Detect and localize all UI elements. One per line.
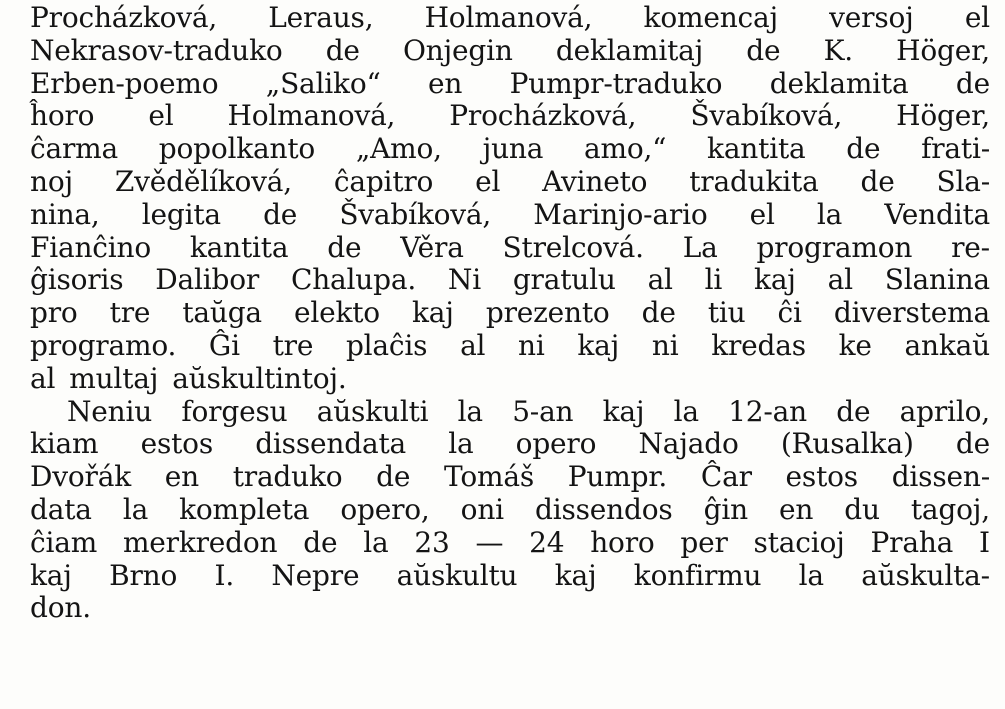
text-line bbox=[30, 494, 990, 527]
word: de bbox=[325, 33, 360, 67]
text-line bbox=[30, 232, 990, 265]
text-line bbox=[30, 100, 990, 133]
word: taŭga bbox=[182, 296, 262, 330]
word: kaj bbox=[754, 263, 796, 297]
word: el bbox=[749, 197, 775, 231]
word: 23 bbox=[414, 525, 450, 559]
word: I bbox=[979, 525, 990, 559]
word: 12-an bbox=[728, 394, 808, 428]
word: merkredon bbox=[122, 525, 278, 559]
word: aŭskulta- bbox=[861, 558, 990, 592]
word: Chalupa. bbox=[290, 263, 417, 297]
word: Najado bbox=[638, 427, 739, 461]
word: al bbox=[827, 263, 853, 297]
word: el bbox=[148, 99, 174, 133]
article-text bbox=[30, 2, 990, 625]
word: Dalibor bbox=[155, 263, 260, 297]
word: kantita bbox=[189, 230, 289, 264]
word: plaĉis bbox=[345, 328, 428, 362]
word: (Rusalka) bbox=[780, 427, 914, 461]
word: per bbox=[680, 525, 728, 559]
word: Tomáš bbox=[444, 460, 535, 494]
text-line bbox=[30, 297, 990, 330]
word: Nepre bbox=[271, 558, 360, 592]
word: ĉapitro bbox=[333, 164, 434, 198]
text-line bbox=[30, 461, 990, 494]
word: diverstema bbox=[833, 296, 990, 330]
text-line bbox=[30, 199, 990, 232]
word: en bbox=[778, 492, 814, 526]
word: opero, bbox=[340, 492, 430, 526]
word: Dvořák bbox=[30, 460, 131, 494]
word: de bbox=[327, 230, 362, 264]
word: Marinjo-ario bbox=[533, 197, 708, 231]
word: de bbox=[641, 296, 676, 330]
word: la bbox=[363, 525, 389, 559]
word: al bbox=[30, 361, 56, 395]
word: stacioj bbox=[753, 525, 845, 559]
word: horo bbox=[590, 525, 655, 559]
word: dissen- bbox=[891, 460, 990, 494]
word: 24 bbox=[529, 525, 565, 559]
word: Sla- bbox=[936, 164, 990, 198]
word: opero bbox=[515, 427, 597, 461]
word: Procházková, bbox=[30, 1, 218, 34]
word: la bbox=[816, 197, 843, 231]
word: Strelcová. bbox=[502, 230, 644, 264]
word: kaj bbox=[602, 394, 645, 428]
word: pro bbox=[30, 296, 78, 330]
word: ni bbox=[518, 328, 545, 362]
word: komencaj bbox=[643, 1, 778, 34]
word: deklamita bbox=[769, 66, 909, 100]
word: „Amo, bbox=[355, 132, 442, 166]
word: Procházková, bbox=[449, 99, 637, 133]
text-line bbox=[30, 133, 990, 166]
word: de bbox=[955, 66, 990, 100]
word: en bbox=[428, 66, 463, 100]
word: traduko bbox=[232, 460, 343, 494]
word: Onjegin bbox=[402, 33, 513, 67]
word: de bbox=[303, 525, 338, 559]
word: du bbox=[844, 492, 880, 526]
word: kaj bbox=[412, 296, 454, 330]
word: Vendita bbox=[884, 197, 990, 231]
word: Erben-poemo bbox=[30, 66, 219, 100]
word: kantita bbox=[707, 132, 806, 166]
word: ĥoro bbox=[30, 99, 95, 133]
word: Ni bbox=[447, 263, 481, 297]
text-line bbox=[30, 592, 990, 625]
word: kaj bbox=[554, 558, 597, 592]
word: tre bbox=[272, 328, 314, 362]
word: tradukita bbox=[689, 164, 819, 198]
word: popolkanto bbox=[158, 132, 316, 166]
word: programo. bbox=[30, 328, 177, 362]
word: Höger, bbox=[896, 33, 990, 67]
word: Švabíková, bbox=[339, 197, 492, 231]
word: nina, bbox=[30, 197, 100, 231]
word: ĉiam bbox=[30, 525, 98, 559]
word: ni bbox=[651, 328, 679, 362]
word: frati- bbox=[921, 132, 990, 166]
word: Věra bbox=[400, 230, 464, 264]
word: — bbox=[475, 525, 504, 559]
word: Holmanová, bbox=[227, 99, 396, 133]
word: K. bbox=[823, 33, 853, 67]
word: Zvědělíková, bbox=[114, 164, 292, 198]
word: aŭskultu bbox=[396, 558, 518, 592]
word: Brno bbox=[109, 558, 178, 592]
word: noj bbox=[30, 164, 73, 198]
word: ĝin bbox=[703, 492, 748, 526]
word: ankaŭ bbox=[904, 328, 990, 362]
word: el bbox=[475, 164, 501, 198]
word: Nekrasov-traduko bbox=[30, 33, 283, 67]
word: Avineto bbox=[542, 164, 648, 198]
word: Švabíková, bbox=[690, 99, 843, 133]
word: oni bbox=[460, 492, 504, 526]
word: de bbox=[846, 132, 881, 166]
word: de bbox=[376, 460, 411, 494]
word: Pumpr-traduko bbox=[509, 66, 723, 100]
word: aprilo, bbox=[899, 394, 990, 428]
word: aŭskultintoj. bbox=[172, 361, 347, 395]
word: li bbox=[704, 263, 723, 297]
word: Pumpr. bbox=[567, 460, 668, 494]
word: de bbox=[746, 33, 781, 67]
word: al bbox=[460, 328, 486, 362]
word: kaj bbox=[30, 558, 72, 592]
text-line bbox=[30, 264, 990, 297]
text-line bbox=[30, 166, 990, 199]
word: elekto bbox=[293, 296, 380, 330]
word: el bbox=[964, 1, 990, 34]
word: de bbox=[955, 427, 990, 461]
text-line bbox=[30, 363, 990, 396]
word: forgesu bbox=[181, 394, 288, 428]
text-line bbox=[30, 527, 990, 560]
word: en bbox=[164, 460, 199, 494]
word: ĉarma bbox=[30, 132, 119, 166]
word: prezento bbox=[485, 296, 610, 330]
word: don. bbox=[30, 591, 91, 625]
text-line bbox=[30, 428, 990, 461]
word: deklamitaj bbox=[555, 33, 704, 67]
word: La bbox=[682, 230, 718, 264]
word: aŭskulti bbox=[316, 394, 429, 428]
word: Slanina bbox=[884, 263, 990, 297]
word: de bbox=[263, 197, 298, 231]
word: Fianĉino bbox=[30, 230, 152, 264]
word: 5-an bbox=[512, 394, 574, 428]
word: kredas bbox=[711, 328, 806, 362]
word: Höger, bbox=[896, 99, 990, 133]
text-line bbox=[30, 560, 990, 593]
word: estos bbox=[785, 460, 858, 494]
word: al bbox=[647, 263, 673, 297]
word: ĝisoris bbox=[30, 263, 124, 297]
word: la bbox=[448, 427, 474, 461]
word: legita bbox=[141, 197, 221, 231]
word: gratulu bbox=[512, 263, 616, 297]
text-line bbox=[30, 35, 990, 68]
word: Ĉar bbox=[700, 460, 752, 494]
word: konfirmu bbox=[633, 558, 762, 592]
word: programon bbox=[756, 230, 913, 264]
word: Leraus, bbox=[268, 1, 374, 34]
word: estos bbox=[140, 427, 213, 461]
word: tre bbox=[109, 296, 151, 330]
word: kaj bbox=[577, 328, 620, 362]
word: Neniu bbox=[67, 394, 153, 428]
word: de bbox=[836, 394, 871, 428]
word: la bbox=[798, 558, 824, 592]
word: la bbox=[122, 492, 149, 526]
text-line bbox=[30, 68, 990, 101]
word: amo,“ bbox=[583, 132, 667, 166]
word: re- bbox=[951, 230, 990, 264]
word: juna bbox=[482, 132, 544, 166]
word: multaj bbox=[69, 361, 159, 395]
word: dissendata bbox=[255, 427, 406, 461]
word: I. bbox=[214, 558, 235, 592]
word: data bbox=[30, 492, 92, 526]
text-line bbox=[30, 330, 990, 363]
word: tagoj, bbox=[910, 492, 990, 526]
word: la bbox=[673, 394, 699, 428]
word: Praha bbox=[870, 525, 954, 559]
word: ĉi bbox=[777, 296, 802, 330]
word: kiam bbox=[30, 427, 99, 461]
text-line bbox=[30, 396, 990, 429]
word: ke bbox=[838, 328, 872, 362]
word: Ĝi bbox=[208, 328, 240, 362]
text-line bbox=[30, 2, 990, 35]
word: la bbox=[457, 394, 483, 428]
word: versoj bbox=[829, 1, 914, 34]
word: tiu bbox=[707, 296, 746, 330]
word: Holmanová, bbox=[424, 1, 593, 34]
word: kompleta bbox=[179, 492, 310, 526]
word: de bbox=[860, 164, 895, 198]
word: dissendos bbox=[534, 492, 673, 526]
word: „Saliko“ bbox=[265, 66, 381, 100]
